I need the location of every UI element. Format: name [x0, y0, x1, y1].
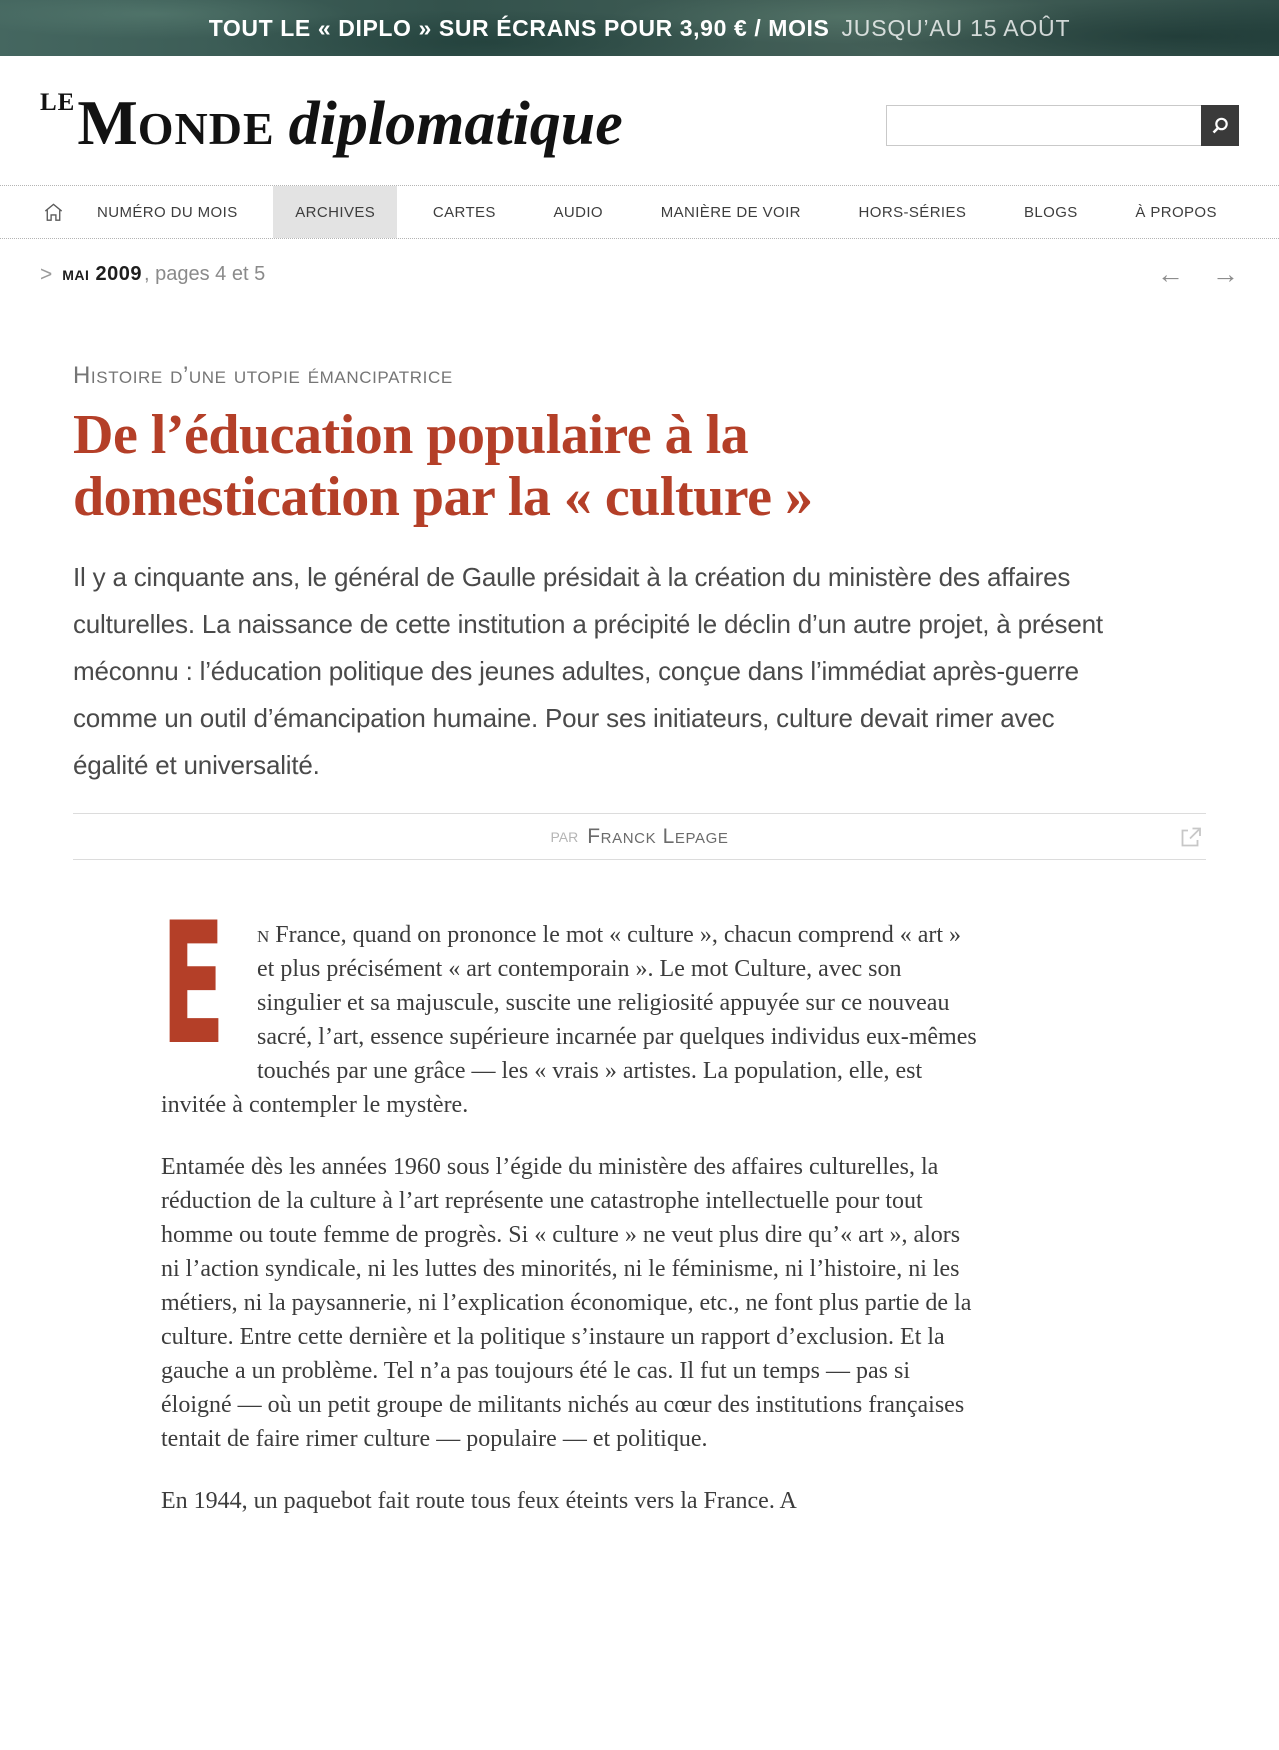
search-input[interactable] — [886, 105, 1201, 146]
breadcrumb-chevron-icon: > — [40, 262, 53, 286]
paragraph-1 — [161, 886, 981, 1122]
nav-item-numero-du-mois: NUMÉRO DU MOIS — [97, 203, 238, 221]
breadcrumb-pages: , pages 4 et 5 — [143, 263, 266, 285]
dropcap-box — [161, 886, 257, 1088]
article-lede: Il y a cinquante ans, le général de Gaulle présidait à la création du ministère des affaires culturelles. La naissance de cette institution a précipité le déclin d’un autre projet, à présent méconnu : l’éducation politique des jeunes adultes, conçue dans l’immédiat après-guerre comme un outil d’émancipation humaine. Pour ses initiateurs, culture devait rimer avec égalité et universalité. — [73, 562, 1103, 780]
byline-author-link[interactable]: Franck Lepage — [587, 824, 729, 848]
promo-banner-text: TOUT LE « DIPLO » SUR ÉCRANS POUR 3,90 € / MOIS — [208, 14, 830, 41]
home-icon — [42, 201, 65, 224]
nav-item-blogs: BLOGS — [1023, 203, 1078, 221]
site-logo[interactable] — [40, 87, 623, 158]
article-title: De l’éducation populaire à la domestication par la « culture » — [73, 404, 813, 528]
nav-item-hors-series: HORS-SÉRIES — [858, 203, 967, 221]
byline-prefix: par — [550, 825, 579, 847]
external-link-icon — [1178, 824, 1204, 850]
nav-item-a-propos: À PROPOS — [1135, 203, 1217, 221]
promo-banner[interactable] — [0, 0, 1279, 56]
nav-item-home[interactable] — [40, 186, 75, 238]
paragraph-1-text: France, quand on prononce le mot « culture », chacun comprend « art » et plus précisément « art contemporain ». Le mot Culture, avec son singulier et sa majuscule, suscite une religiosité appuyée sur ce nouveau sacré, l’art, essence supérieure incarnée par quelques individus eux-mêmes touchés par une grâce — les « vrais » artistes. La population, elle, est invitée à contempler le mystère. — [161, 922, 977, 1118]
article-body — [161, 886, 981, 1518]
logo-monde-initial: M — [77, 87, 138, 158]
breadcrumb-issue-link[interactable]: mai 2009 — [62, 263, 142, 285]
issue-pager — [1157, 261, 1239, 288]
nav-item-archives: ARCHIVES — [273, 186, 397, 238]
search-button[interactable] — [1201, 105, 1239, 146]
nav-item-audio: AUDIO — [553, 203, 604, 221]
nav-list — [75, 186, 1239, 238]
logo-monde-rest: ONDE — [137, 103, 275, 154]
nav-item-cartes: CARTES — [432, 203, 496, 221]
next-page-arrow[interactable]: → — [1212, 259, 1239, 289]
dropcap-letter: E — [161, 886, 226, 1082]
paragraph-3: En 1944, un paquebot fait route tous feux éteints vers la France. A — [161, 1488, 797, 1514]
article-kicker: Histoire d’une utopie émancipatrice — [73, 362, 453, 389]
site-header — [40, 56, 1239, 185]
share-button[interactable] — [1178, 824, 1204, 850]
logo-diplomatique: diplomatique — [288, 90, 623, 158]
search-box — [886, 105, 1239, 146]
breadcrumb — [40, 239, 1239, 298]
main-nav — [0, 185, 1279, 239]
article — [73, 362, 1206, 1518]
promo-banner-deadline: JUSQU’AU 15 AOÛT — [841, 14, 1071, 41]
search-icon — [1210, 116, 1230, 136]
logo-le: LE — [40, 89, 76, 116]
paragraph-2: Entamée dès les années 1960 sous l’égide du ministère des affaires culturelles, la réduction de la culture à l’art représente une catastrophe intellectuelle pour tout homme ou toute femme de progrès. Si « culture » ne veut plus dire qu’« art », alors ni l’action syndicale, ni les luttes des minorités, ni le féminisme, ni l’histoire, ni les métiers, ni la paysannerie, ni l’explication économique, etc., ne font plus partie de la culture. Entre cette dernière et la politique s’instaure un rapport d’exclusion. Et la gauche a un problème. Tel n’a pas toujours été le cas. Il fut un temps — pas si éloigné — où un petit groupe de militants nichés au cœur des institutions françaises tentait de faire rimer culture — populaire — et politique. — [161, 1154, 972, 1452]
byline-bar — [73, 813, 1206, 860]
prev-page-arrow[interactable]: ← — [1157, 259, 1184, 289]
nav-item-maniere-de-voir: MANIÈRE DE VOIR — [660, 203, 801, 221]
paragraph-1-smallcap: n — [257, 922, 270, 948]
